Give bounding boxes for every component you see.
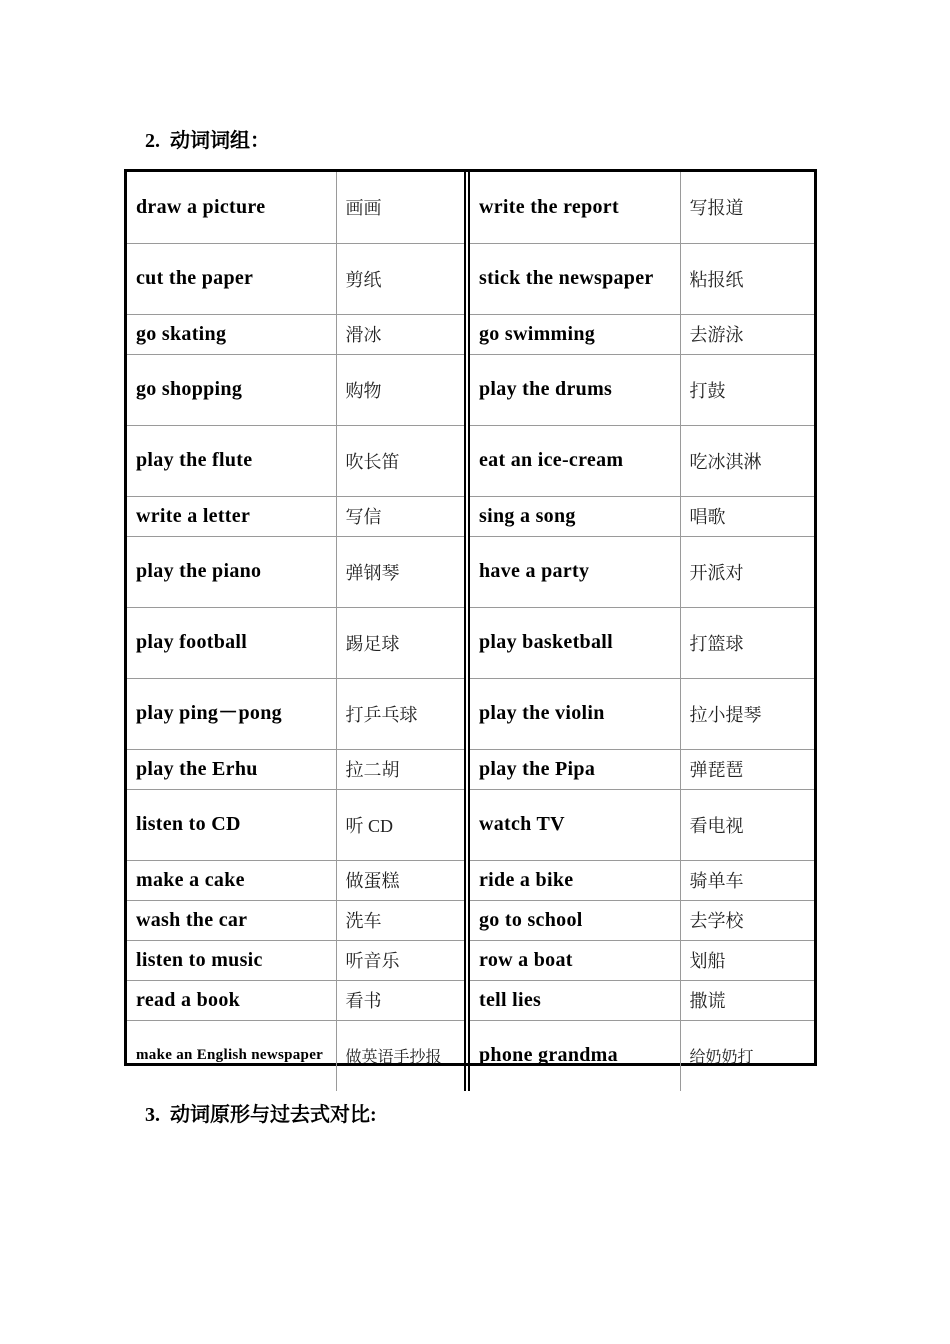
phrase-cn: 去游泳 [680, 314, 814, 354]
phrase-en: write the report [467, 172, 680, 243]
table-row [127, 980, 814, 1020]
phrase-en: write a letter [127, 496, 336, 536]
phrase-en: wash the car [127, 900, 336, 940]
phrase-cn: 弹琵琶 [680, 749, 814, 789]
phrase-cn: 吃冰淇淋 [680, 425, 814, 496]
phrase-cn: 写报道 [680, 172, 814, 243]
phrase-cn: 听 CD [336, 789, 467, 860]
phrase-en: go shopping [127, 354, 336, 425]
phrase-en: play the Erhu [127, 749, 336, 789]
phrase-cn: 写信 [336, 496, 467, 536]
phrase-en: play the piano [127, 536, 336, 607]
phrase-en: cut the paper [127, 243, 336, 314]
phrase-en: read a book [127, 980, 336, 1020]
phrase-cn: 弹钢琴 [336, 536, 467, 607]
phrase-cn: 去学校 [680, 900, 814, 940]
phrase-cn: 滑冰 [336, 314, 467, 354]
phrase-en: play football [127, 607, 336, 678]
phrase-cn: 洗车 [336, 900, 467, 940]
table-row [127, 314, 814, 354]
phrase-en: ride a bike [467, 860, 680, 900]
phrase-en: eat an ice-cream [467, 425, 680, 496]
phrase-en: go to school [467, 900, 680, 940]
section-3-heading [145, 1098, 377, 1127]
phrase-cn: 看书 [336, 980, 467, 1020]
table-row [127, 789, 814, 860]
phrase-cn: 拉小提琴 [680, 678, 814, 749]
table-row [127, 425, 814, 496]
phrase-cn: 打篮球 [680, 607, 814, 678]
table-row [127, 900, 814, 940]
phrase-en: make an English newspaper [127, 1020, 336, 1091]
phrase-cn: 剪纸 [336, 243, 467, 314]
phrase-cn: 打乒乓球 [336, 678, 467, 749]
phrase-cn: 撒谎 [680, 980, 814, 1020]
phrase-en: sing a song [467, 496, 680, 536]
phrase-cn: 划船 [680, 940, 814, 980]
table-row [127, 496, 814, 536]
table-row [127, 749, 814, 789]
phrase-en: play the violin [467, 678, 680, 749]
phrase-en: draw a picture [127, 172, 336, 243]
phrase-en: tell lies [467, 980, 680, 1020]
phrase-cn: 粘报纸 [680, 243, 814, 314]
phrase-cn: 给奶奶打 [680, 1020, 814, 1091]
phrase-en: play ping－pong [127, 678, 336, 749]
phrase-cn: 打鼓 [680, 354, 814, 425]
phrase-cn: 开派对 [680, 536, 814, 607]
table-row [127, 678, 814, 749]
section-2-number: 2. [145, 130, 160, 152]
table-row [127, 607, 814, 678]
phrase-en: go skating [127, 314, 336, 354]
phrase-en: make a cake [127, 860, 336, 900]
table-row [127, 940, 814, 980]
phrase-cn: 画画 [336, 172, 467, 243]
phrase-en: have a party [467, 536, 680, 607]
phrase-cn: 拉二胡 [336, 749, 467, 789]
phrase-en: phone grandma [467, 1020, 680, 1091]
table-row [127, 536, 814, 607]
phrase-en: listen to music [127, 940, 336, 980]
section-3-title: 动词原形与过去式对比: [170, 1104, 377, 1126]
phrase-cn: 唱歌 [680, 496, 814, 536]
phrase-cn: 骑单车 [680, 860, 814, 900]
table-row [127, 172, 814, 243]
phrase-cn: 踢足球 [336, 607, 467, 678]
phrase-en: listen to CD [127, 789, 336, 860]
phrase-en: play the drums [467, 354, 680, 425]
table-row [127, 860, 814, 900]
phrase-en: play the Pipa [467, 749, 680, 789]
table-row [127, 1020, 814, 1091]
phrase-cn: 吹长笛 [336, 425, 467, 496]
phrase-en: row a boat [467, 940, 680, 980]
section-2-heading [145, 124, 270, 153]
phrase-en: watch TV [467, 789, 680, 860]
section-2-title: 动词词组： [170, 130, 270, 152]
table-row [127, 243, 814, 314]
phrase-en: play the flute [127, 425, 336, 496]
table-row [127, 354, 814, 425]
phrase-en: play basketball [467, 607, 680, 678]
phrase-cn: 做蛋糕 [336, 860, 467, 900]
verb-phrase-table [124, 169, 817, 1066]
phrase-cn: 做英语手抄报 [336, 1020, 467, 1091]
phrase-en: stick the newspaper [467, 243, 680, 314]
phrase-en: go swimming [467, 314, 680, 354]
phrase-cn: 购物 [336, 354, 467, 425]
phrase-cn: 看电视 [680, 789, 814, 860]
phrase-cn: 听音乐 [336, 940, 467, 980]
section-3-number: 3. [145, 1104, 160, 1126]
